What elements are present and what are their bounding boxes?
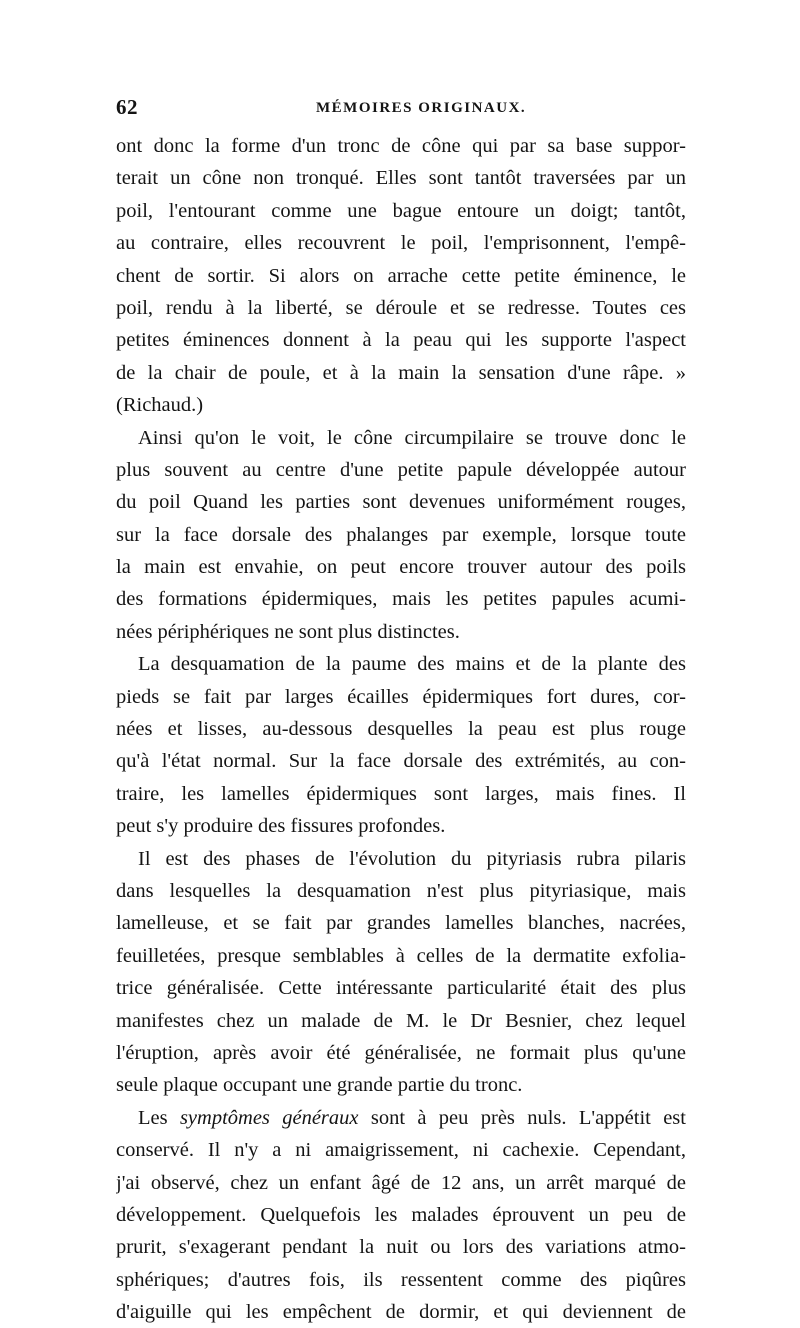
text-line: peut s'y produire des fissures profondes.	[116, 815, 446, 838]
text-line: conservé. Il n'y a ni amaigrissement, ni cachexie. Cependant,	[116, 1139, 686, 1162]
text-line: qu'à l'état normal. Sur la face dorsale des extrémités, au con-	[116, 750, 686, 773]
text-line: Ainsi qu'on le voit, le cône circumpilaire se trouve donc le	[138, 426, 686, 449]
text-line: dans lesquelles la desquamation n'est plus pityriasique, mais	[116, 879, 686, 902]
text-line: La desquamation de la paume des mains et de la plante des	[138, 653, 686, 676]
text-line: Il est des phases de l'évolution du pityriasis rubra pilaris	[138, 847, 686, 870]
text-line: poil, l'entourant comme une bague entoure un doigt; tantôt,	[116, 199, 686, 222]
text-line: l'éruption, après avoir été généralisée, ne formait plus qu'une	[116, 1041, 686, 1064]
text-line: des formations épidermiques, mais les petites papules acumi-	[116, 588, 686, 611]
text-line: lamelleuse, et se fait par grandes lamelles blanches, nacrées,	[116, 912, 686, 935]
text-line: Les symptômes généraux sont à peu près nuls. L'appétit est	[138, 1106, 686, 1129]
text-line: traire, les lamelles épidermiques sont larges, mais fines. Il	[116, 782, 686, 805]
text-line: la main est envahie, on peut encore trouver autour des poils	[116, 556, 686, 579]
text-line: petites éminences donnent à la peau qui les supporte l'aspect	[116, 329, 686, 352]
text-line: sphériques; d'autres fois, ils ressentent comme des piqûres	[116, 1268, 686, 1291]
text-line: terait un cône non tronqué. Elles sont tantôt traversées par un	[116, 167, 686, 190]
text-line: seule plaque occupant une grande partie du tronc.	[116, 1074, 523, 1097]
page-number: 62	[116, 95, 138, 119]
running-title: MÉMOIRES ORIGINAUX.	[316, 100, 527, 116]
text-line: d'aiguille qui les empêchent de dormir, et qui deviennent de	[116, 1301, 686, 1324]
text-line: feuilletées, presque semblables à celles de la dermatite exfolia-	[116, 944, 686, 967]
text-line: prurit, s'exagerant pendant la nuit ou lors des variations atmo-	[116, 1236, 686, 1259]
body-text	[116, 130, 686, 1328]
paragraph	[116, 130, 686, 422]
text-line: nées et lisses, au-dessous desquelles la peau est plus rouge	[116, 718, 686, 741]
text-line: j'ai observé, chez un enfant âgé de 12 ans, un arrêt marqué de	[116, 1171, 686, 1194]
text-line: développement. Quelquefois les malades éprouvent un peu de	[116, 1203, 686, 1226]
text-line: de la chair de poule, et à la main la sensation d'une râpe. »	[116, 361, 686, 384]
page-header	[116, 95, 686, 125]
text-line: ont donc la forme d'un tronc de cône qui par sa base suppor-	[116, 135, 686, 157]
text-line: sur la face dorsale des phalanges par exemple, lorsque toute	[116, 523, 686, 546]
paragraph	[116, 843, 686, 1102]
text-line: manifestes chez un malade de M. le Dr Besnier, chez lequel	[116, 1009, 686, 1032]
text-line: au contraire, elles recouvrent le poil, l'emprisonnent, l'empê-	[116, 232, 686, 255]
text-line: trice généralisée. Cette intéressante particularité était des plus	[116, 977, 686, 1000]
text-line: poil, rendu à la liberté, se déroule et se redresse. Toutes ces	[116, 296, 686, 319]
text-line: (Richaud.)	[116, 394, 204, 417]
text-line: du poil Quand les parties sont devenues uniformément rouges,	[116, 491, 686, 514]
text-line: chent de sortir. Si alors on arrache cette petite éminence, le	[116, 264, 686, 287]
text-line: nées périphériques ne sont plus distinctes.	[116, 620, 460, 643]
text-line: pieds se fait par larges écailles épidermiques fort dures, cor-	[116, 685, 686, 708]
text-line: plus souvent au centre d'une petite papule développée autour	[116, 458, 686, 481]
paragraph	[116, 422, 686, 649]
paragraph	[116, 648, 686, 842]
